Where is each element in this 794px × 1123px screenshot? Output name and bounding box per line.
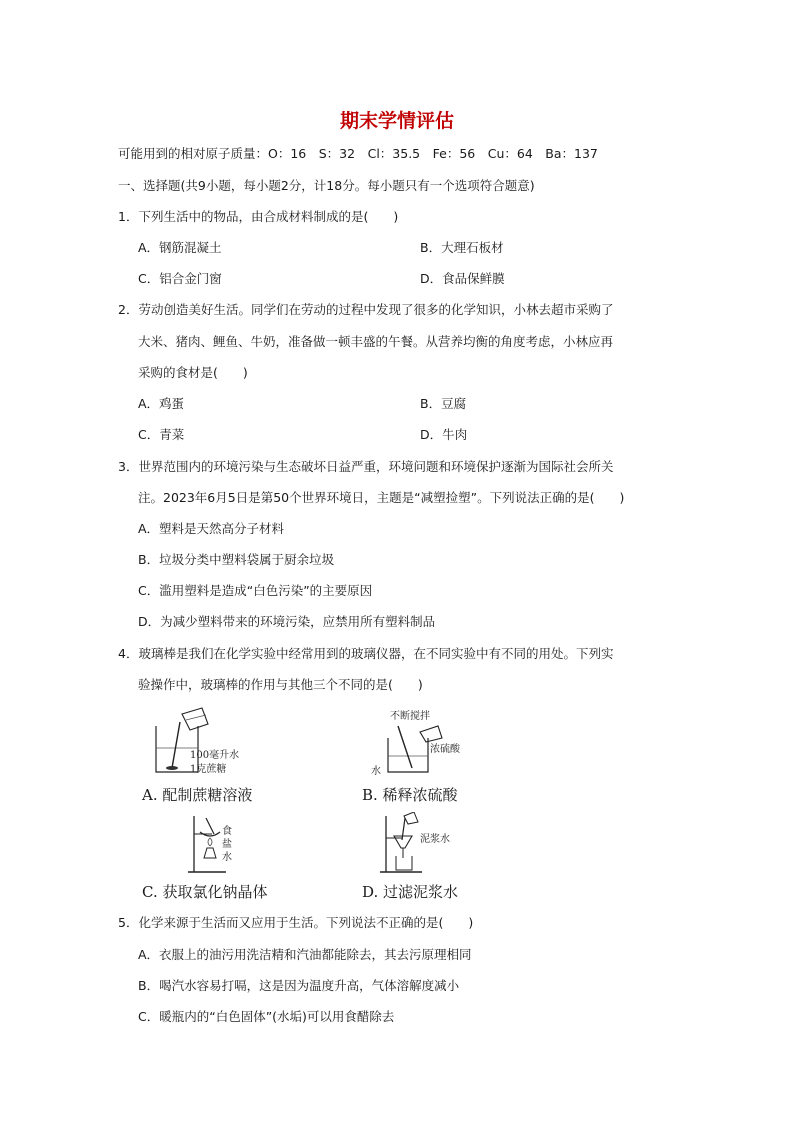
figure-d-label: 泥浆水 — [420, 834, 450, 845]
figure-b-label-stir: 不断搅拌 — [390, 711, 430, 722]
dissolve-sugar-figure — [150, 706, 260, 778]
question-4-option-c: C. 获取氯化钠晶体 — [142, 883, 268, 901]
question-1-option-c: C．铝合金门窗 — [138, 271, 222, 286]
question-3-stem-line1: 3．世界范围内的环境污染与生态破坏日益严重，环境问题和环境保护逐渐为国际社会所关 — [118, 459, 614, 474]
question-4-option-d: D. 过滤泥浆水 — [362, 883, 459, 901]
evaporate-salt-figure — [186, 812, 246, 878]
question-3-option-c: C．滥用塑料是造成“白色污染”的主要原因 — [138, 583, 373, 598]
figure-a-label-water: 100毫升水 — [190, 750, 240, 761]
question-2-option-a: A．鸡蛋 — [138, 396, 185, 411]
question-5-option-b: B．喝汽水容易打嗝，这是因为温度升高，气体溶解度减小 — [138, 978, 460, 993]
question-4-stem-line2: 验操作中，玻璃棒的作用与其他三个不同的是( ) — [138, 677, 423, 692]
question-5-stem: 5．化学来源于生活而又应用于生活。下列说法不正确的是( ) — [118, 915, 474, 930]
figure-c-label: 食盐水 — [222, 826, 232, 863]
question-2-stem-line1: 2．劳动创造美好生活。同学们在劳动的过程中发现了很多的化学知识，小林去超市采购了 — [118, 302, 614, 317]
filter-mud-figure — [378, 812, 478, 878]
question-1-option-a: A．钢筋混凝土 — [138, 240, 222, 255]
question-2-option-d: D．牛肉 — [420, 427, 468, 442]
section-heading: 一、选择题(共9小题，每小题2分，计18分。每小题只有一个选项符合题意) — [118, 178, 535, 193]
question-3-option-d: D．为减少塑料带来的环境污染，应禁用所有塑料制品 — [138, 614, 436, 629]
question-2-option-c: C．青菜 — [138, 427, 185, 442]
question-1-option-b: B．大理石板材 — [420, 240, 504, 255]
question-5-option-a: A．衣服上的油污用洗洁精和汽油都能除去，其去污原理相同 — [138, 947, 472, 962]
question-2-option-b: B．豆腐 — [420, 396, 467, 411]
question-2-stem-line2: 大米、猪肉、鲤鱼、牛奶，准备做一顿丰盛的午餐。从营养均衡的角度考虑，小林应再 — [138, 334, 614, 349]
question-5-option-c: C．暖瓶内的“白色固体”(水垢)可以用食醋除去 — [138, 1009, 395, 1024]
question-3-stem-line2: 注。2023年6月5日是第50个世界环境日，主题是“减塑捡塑”。下列说法正确的是( ) — [138, 490, 625, 505]
question-4-option-a: A. 配制蔗糖溶液 — [142, 786, 253, 804]
question-3-option-b: B．垃圾分类中塑料袋属于厨余垃圾 — [138, 552, 335, 567]
question-1-option-d: D．食品保鲜膜 — [420, 271, 505, 286]
atomic-mass-note: 可能用到的相对原子质量：O：16 S：32 Cl：35.5 Fe：56 Cu：64 Ba：137 — [118, 146, 598, 161]
question-4-option-b: B. 稀释浓硫酸 — [362, 786, 458, 804]
figure-b-label-acid: 浓硫酸 — [430, 744, 460, 755]
question-2-stem-line3: 采购的食材是( ) — [138, 365, 248, 380]
dilute-acid-figure — [368, 708, 478, 780]
figure-a-label-sugar: 1克蔗糖 — [190, 764, 227, 775]
question-4-stem-line1: 4．玻璃棒是我们在化学实验中经常用到的玻璃仪器，在不同实验中有不同的用处。下列实 — [118, 646, 614, 661]
question-1-stem: 1．下列生活中的物品，由合成材料制成的是( ) — [118, 209, 399, 224]
figure-b-label-water: 水 — [371, 766, 381, 777]
page-title: 期末学情评估 — [339, 110, 454, 132]
question-3-option-a: A．塑料是天然高分子材料 — [138, 521, 285, 536]
